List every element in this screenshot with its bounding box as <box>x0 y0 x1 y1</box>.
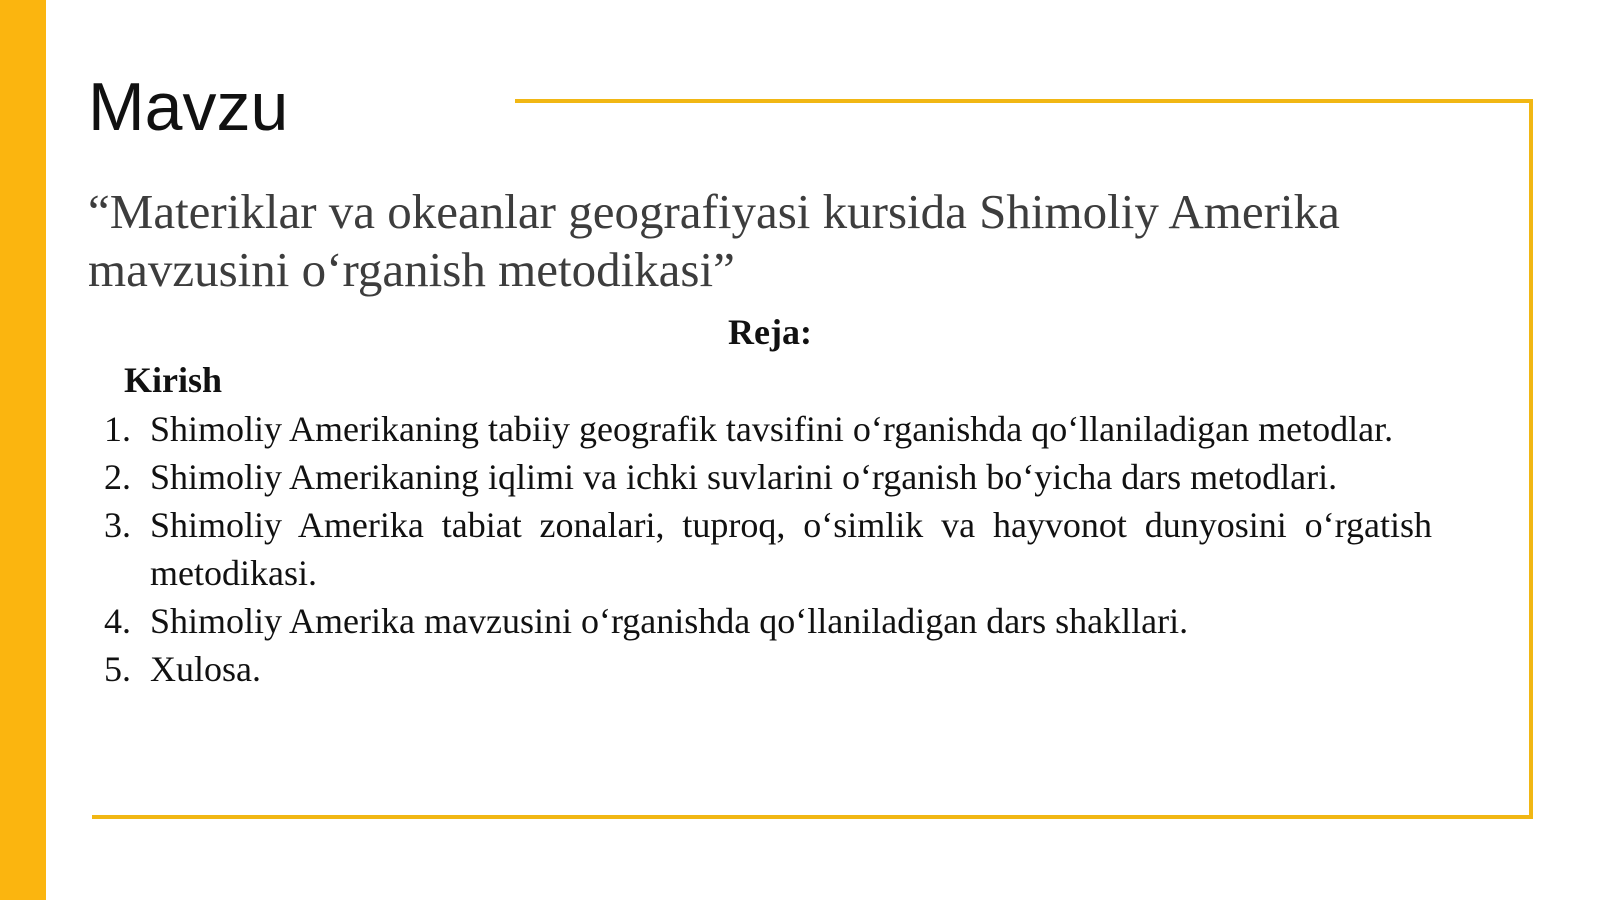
slide-title: Mavzu <box>88 69 289 145</box>
plan-item-number: 1. <box>104 409 131 449</box>
accent-bar <box>0 0 46 900</box>
plan-item-text: Shimoliy Amerika mavzusini o‘rganishda qo‘llaniladigan dars shakllari. <box>150 601 1189 641</box>
intro-label: Kirish <box>124 360 223 400</box>
frame-right-line <box>1529 99 1533 819</box>
plan-item-number: 2. <box>104 457 131 497</box>
plan-item-text: Xulosa. <box>150 649 261 689</box>
plan-item-number: 5. <box>104 649 131 689</box>
plan-list <box>104 405 1432 693</box>
plan-heading: Reja: <box>728 312 812 352</box>
plan-item-2 <box>104 453 1432 501</box>
plan-item-text: Shimoliy Amerikaning tabiiy geografik tavsifini o‘rganishda qo‘llaniladigan metodlar. <box>150 409 1394 449</box>
plan-item-number: 4. <box>104 601 131 641</box>
plan-item-text: Shimoliy Amerika tabiat zonalari, tuproq, o‘simlik va hayvonot dunyosini o‘rgatish metodikasi. <box>150 505 1432 593</box>
plan-item-4 <box>104 597 1432 645</box>
frame-bottom-line <box>92 815 1533 819</box>
plan-item-text: Shimoliy Amerikaning iqlimi va ichki suvlarini o‘rganish bo‘yicha dars metodlari. <box>150 457 1338 497</box>
frame-top-line <box>515 99 1533 103</box>
plan-item-5 <box>104 645 1432 693</box>
plan-item-3 <box>104 501 1432 597</box>
plan-item-1 <box>104 405 1432 453</box>
plan-item-number: 3. <box>104 505 131 545</box>
topic-text: “Materiklar va okeanlar geografiyasi kursida Shimoliy Amerika mavzusini o‘rganish metodikasi” <box>88 184 1340 297</box>
